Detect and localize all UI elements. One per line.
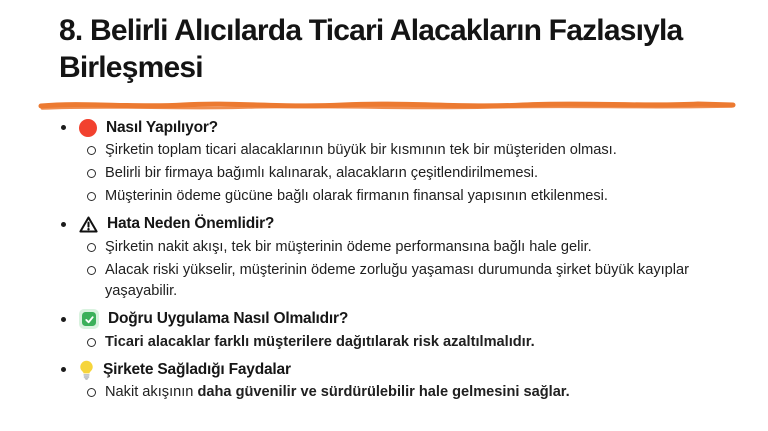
- list-item: [87, 260, 702, 303]
- list-item: [87, 237, 702, 259]
- hollow-circle-bullet: [87, 243, 96, 252]
- list-item-text: Ticari alacaklar farklı müşterilere dağıtılarak risk azaltılmalıdır.: [105, 333, 535, 350]
- section-heading: Şirkete Sağladığı Faydalar: [103, 360, 291, 378]
- hollow-circle-bullet: [87, 146, 96, 155]
- section-item-list: [59, 332, 729, 354]
- list-item-text: Alacak riski yükselir, müşterinin ödeme zorluğu yaşaması durumunda şirket büyük kayıplar yaşayabilir.: [105, 261, 689, 299]
- page-title: 8. Belirli Alıcılarda Ticari Alacakların Fazlasıyla Birleşmesi: [59, 14, 683, 84]
- hollow-circle-bullet: [87, 192, 96, 201]
- list-item-text: Şirketin toplam ticari alacaklarının büyük bir kısmının tek bir müşteriden olması.: [105, 142, 617, 158]
- list-item-text: Şirketin nakit akışı, tek bir müşterinin ödeme performansına bağlı hale gelir.: [105, 238, 592, 255]
- hollow-circle-bullet: [87, 169, 96, 178]
- list-item-text: Nakit akışının daha güvenilir ve sürdürülebilir hale gelmesini sağlar.: [105, 384, 570, 400]
- bullet-dot: [61, 125, 66, 130]
- bullet-dot: [61, 367, 66, 372]
- section-hata-neden-onemlidir: [59, 213, 729, 303]
- warning-icon: [79, 216, 98, 233]
- bullet-dot: [61, 222, 66, 227]
- hollow-circle-bullet: [87, 338, 96, 347]
- list-item: [87, 186, 702, 208]
- check-icon-box: [82, 312, 96, 326]
- list-item: [87, 140, 702, 162]
- section-item-list: [59, 382, 729, 404]
- section-heading-row: [59, 116, 729, 139]
- hollow-circle-bullet: [87, 388, 96, 397]
- section-item-list: [59, 237, 729, 303]
- bulb-icon: [79, 360, 94, 380]
- section-sirkete-sagladigi-faydalar: [59, 358, 729, 404]
- section-nasil-yapiliyor: [59, 116, 729, 208]
- list-item: [87, 332, 702, 354]
- section-heading: Doğru Uygulama Nasıl Olmalıdır?: [108, 310, 349, 327]
- bullet-dot: [61, 317, 66, 322]
- section-heading: Hata Neden Önemlidir?: [107, 215, 275, 232]
- section-heading-row: [59, 308, 729, 331]
- check-icon: [79, 309, 99, 329]
- red-circle-icon: [79, 119, 97, 137]
- section-dogru-uygulama: [59, 308, 729, 354]
- slide-body: [59, 116, 729, 405]
- section-heading-row: [59, 358, 729, 381]
- section-item-list: [59, 140, 729, 208]
- list-item-text: Belirli bir firmaya bağımlı kalınarak, alacakların çeşitlendirilmemesi.: [105, 165, 539, 181]
- list-item: [87, 163, 702, 185]
- section-heading: Nasıl Yapılıyor?: [106, 118, 218, 136]
- hollow-circle-bullet: [87, 266, 96, 275]
- title-underline-decoration: [38, 97, 736, 113]
- list-item-text: Müşterinin ödeme gücüne bağlı olarak firmanın finansal yapısının etkilenmesi.: [105, 188, 608, 204]
- list-item: [87, 382, 702, 404]
- section-heading-row: [59, 213, 729, 236]
